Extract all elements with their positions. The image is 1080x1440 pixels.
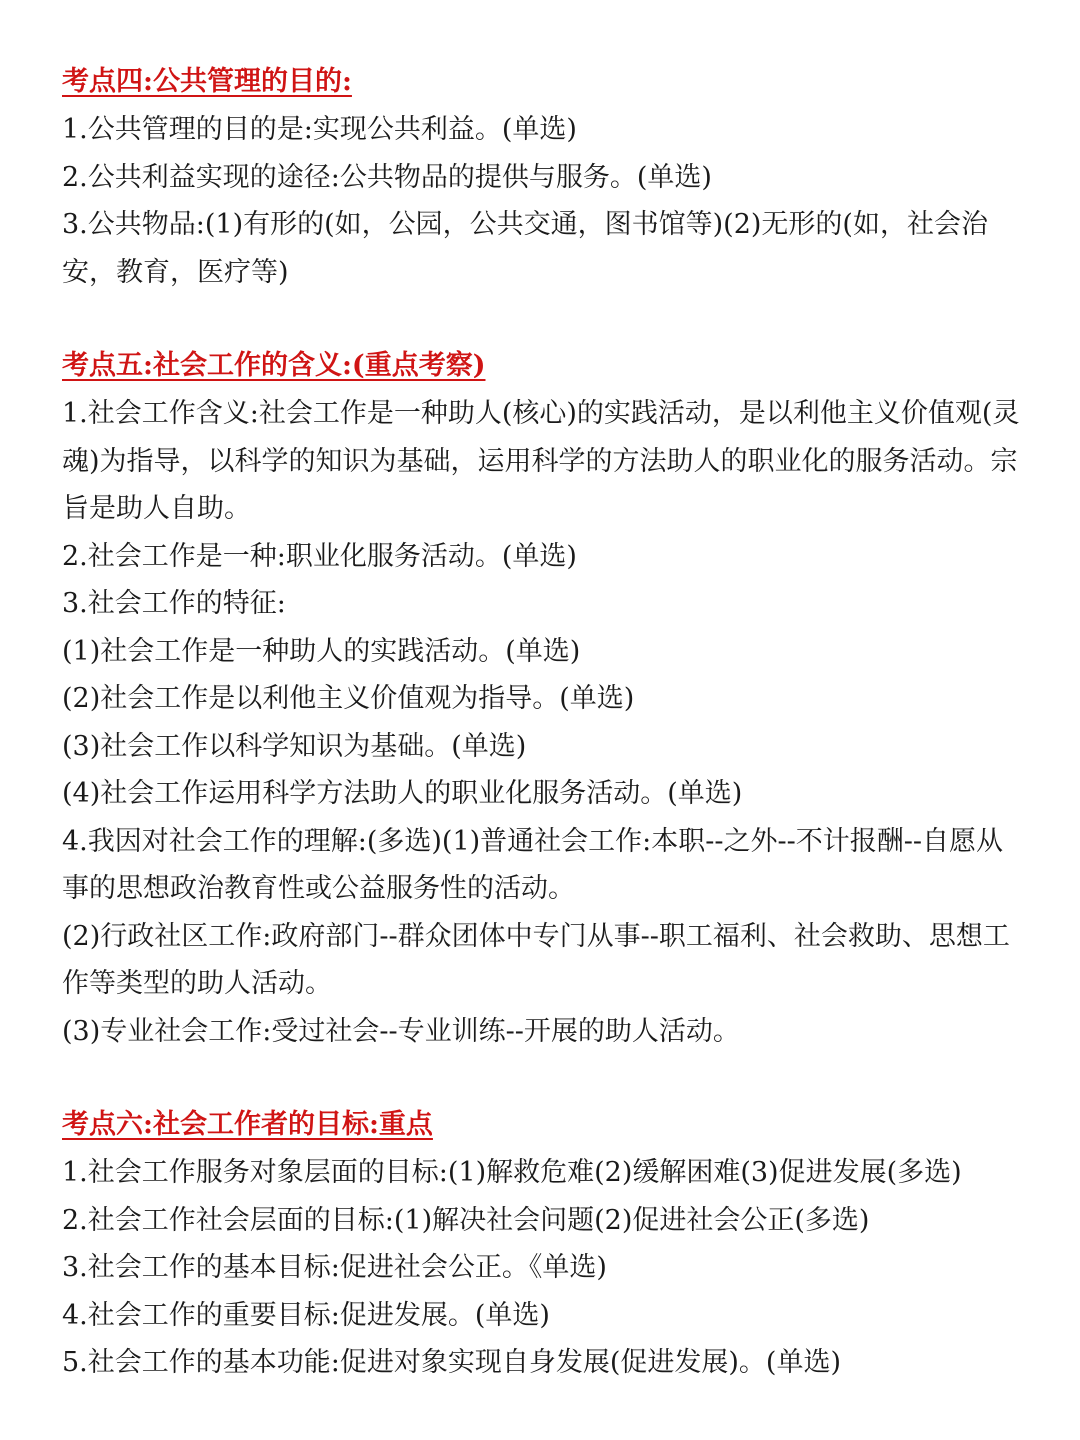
- note-line: (1)社会工作是一种助人的实践活动。(单选): [62, 635, 581, 667]
- section-point-5: [62, 342, 1022, 1055]
- section-heading: 考点四:公共管理的目的:: [62, 66, 352, 97]
- note-line: 2.社会工作社会层面的目标:(1)解决社会问题(2)促进社会公正(多选): [62, 1204, 870, 1236]
- note-line: 3.社会工作的基本目标:促进社会公正。《单选): [62, 1252, 607, 1283]
- note-line: (3)社会工作以科学知识为基础。(单选): [62, 730, 527, 762]
- note-line: 5.社会工作的基本功能:促进对象实现自身发展(促进发展)。(单选): [62, 1347, 841, 1378]
- note-line: 1.公共管理的目的是:实现公共利益。(单选): [62, 114, 577, 145]
- note-line: 2.社会工作是一种:职业化服务活动。(单选): [62, 540, 577, 572]
- section-heading: 考点六:社会工作者的目标:重点: [62, 1109, 433, 1140]
- note-line: 4.社会工作的重要目标:促进发展。(单选): [62, 1299, 550, 1331]
- note-line: (4)社会工作运用科学方法助人的职业化服务活动。(单选): [62, 778, 743, 809]
- section-heading: 考点五:社会工作的含义:(重点考察): [62, 350, 486, 381]
- note-line: 1.社会工作含义:社会工作是一种助人(核心)的实践活动，是以利他主义价值观(灵魂)为指导，以科学的知识为基础，运用科学的方法助人的职业化的服务活动。宗旨是助人自助。: [62, 398, 1020, 524]
- note-line: 3.社会工作的特征:: [62, 588, 286, 619]
- note-line: 4.我因对社会工作的理解:(多选)(1)普通社会工作:本职--之外--不计报酬--自愿从事的思想政治教育性或公益服务性的活动。: [62, 825, 1004, 904]
- note-line: 2.公共利益实现的途径:公共物品的提供与服务。(单选): [62, 161, 712, 193]
- note-line: (2)行政社区工作:政府部门--群众团体中专门从事--职工福利、社会救助、思想工作等类型的助人活动。: [62, 920, 1010, 999]
- note-line: (2)社会工作是以利他主义价值观为指导。(单选): [62, 683, 635, 714]
- note-line: 3.公共物品:(1)有形的(如，公园，公共交通，图书馆等)(2)无形的(如，社会治安，教育，医疗等): [62, 209, 988, 288]
- note-line: (3)专业社会工作:受过社会--专业训练--开展的助人活动。: [62, 1015, 740, 1047]
- note-line: 1.社会工作服务对象层面的目标:(1)解救危难(2)缓解困难(3)促进发展(多选): [62, 1157, 962, 1188]
- section-point-6: [62, 1101, 1022, 1387]
- section-point-4: [62, 58, 1022, 296]
